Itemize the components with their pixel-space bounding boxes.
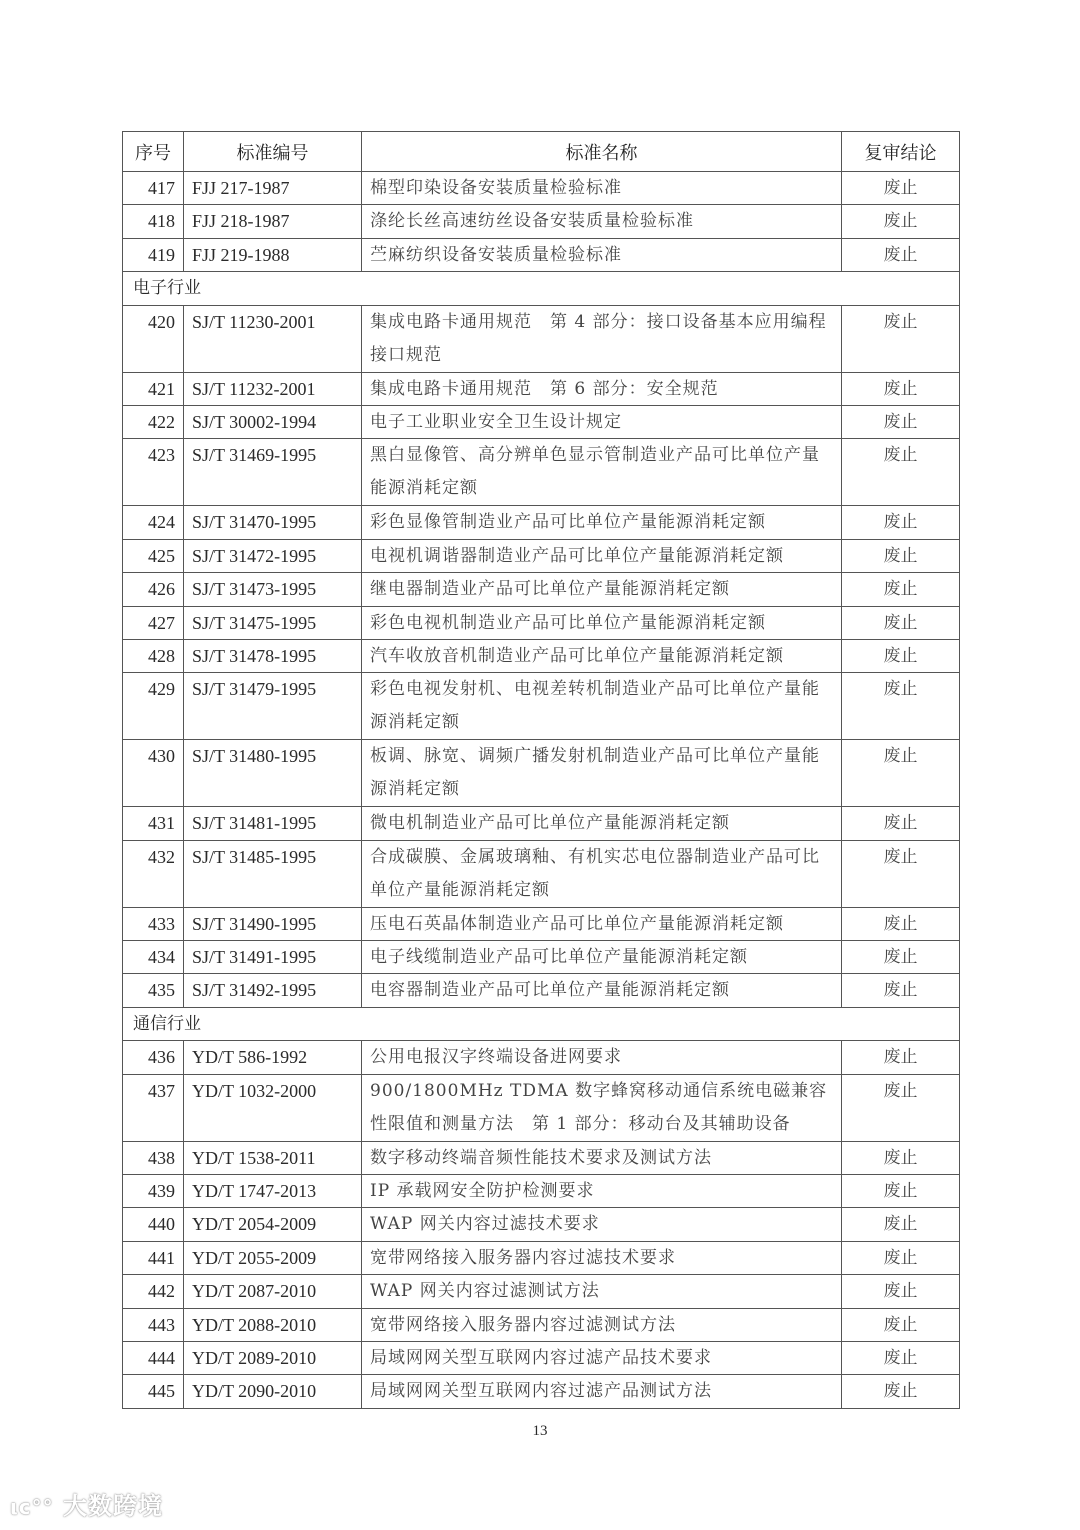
table-row bbox=[123, 1175, 960, 1208]
cell-number: 427 bbox=[123, 606, 184, 639]
cell-standard-code: YD/T 1032-2000 bbox=[184, 1074, 362, 1141]
header-no: 序号 bbox=[123, 132, 184, 172]
cell-review-result: 废止 bbox=[842, 1208, 960, 1241]
cell-number: 445 bbox=[123, 1375, 184, 1408]
cell-standard-code: SJ/T 31473-1995 bbox=[184, 573, 362, 606]
cell-standard-code: YD/T 1747-2013 bbox=[184, 1175, 362, 1208]
cell-standard-code: YD/T 586-1992 bbox=[184, 1041, 362, 1074]
cell-review-result: 废止 bbox=[842, 1141, 960, 1174]
cell-standard-code: SJ/T 31469-1995 bbox=[184, 439, 362, 506]
cell-standard-code: YD/T 2087-2010 bbox=[184, 1275, 362, 1308]
cell-number: 422 bbox=[123, 405, 184, 438]
cell-number: 441 bbox=[123, 1241, 184, 1274]
cell-number: 417 bbox=[123, 172, 184, 205]
cell-number: 423 bbox=[123, 439, 184, 506]
cell-standard-code: YD/T 2054-2009 bbox=[184, 1208, 362, 1241]
cell-standard-code: SJ/T 31492-1995 bbox=[184, 974, 362, 1007]
cell-standard-name: 彩色电视发射机、电视差转机制造业产品可比单位产量能源消耗定额 bbox=[362, 673, 842, 740]
table-row bbox=[123, 205, 960, 238]
cell-standard-name: 集成电路卡通用规范 第 6 部分：安全规范 bbox=[362, 372, 842, 405]
cell-number: 424 bbox=[123, 506, 184, 539]
cell-number: 431 bbox=[123, 807, 184, 840]
cell-standard-code: FJJ 219-1988 bbox=[184, 238, 362, 271]
cell-review-result: 废止 bbox=[842, 238, 960, 271]
table-row bbox=[123, 1074, 960, 1141]
cell-review-result: 废止 bbox=[842, 974, 960, 1007]
cell-standard-code: FJJ 217-1987 bbox=[184, 172, 362, 205]
table-row bbox=[123, 1375, 960, 1408]
table-row bbox=[123, 405, 960, 438]
cell-standard-code: YD/T 2089-2010 bbox=[184, 1341, 362, 1374]
cell-standard-code: SJ/T 31479-1995 bbox=[184, 673, 362, 740]
cell-review-result: 废止 bbox=[842, 1074, 960, 1141]
cell-review-result: 废止 bbox=[842, 673, 960, 740]
cell-review-result: 废止 bbox=[842, 1341, 960, 1374]
cell-standard-name: WAP 网关内容过滤技术要求 bbox=[362, 1208, 842, 1241]
section-label: 电子行业 bbox=[123, 272, 960, 305]
table-row bbox=[123, 1241, 960, 1274]
cell-review-result: 废止 bbox=[842, 205, 960, 238]
cell-number: 439 bbox=[123, 1175, 184, 1208]
table-row bbox=[123, 539, 960, 572]
cell-standard-name: IP 承载网安全防护检测要求 bbox=[362, 1175, 842, 1208]
table-row bbox=[123, 840, 960, 907]
cell-review-result: 废止 bbox=[842, 405, 960, 438]
cell-standard-code: SJ/T 31472-1995 bbox=[184, 539, 362, 572]
cell-standard-name: 棉型印染设备安装质量检验标准 bbox=[362, 172, 842, 205]
cell-standard-name: 汽车收放音机制造业产品可比单位产量能源消耗定额 bbox=[362, 639, 842, 672]
cell-review-result: 废止 bbox=[842, 1241, 960, 1274]
cell-standard-name: 电子工业职业安全卫生设计规定 bbox=[362, 405, 842, 438]
cell-number: 433 bbox=[123, 907, 184, 940]
cell-number: 419 bbox=[123, 238, 184, 271]
cell-number: 429 bbox=[123, 673, 184, 740]
table-row bbox=[123, 606, 960, 639]
table-row bbox=[123, 238, 960, 271]
cell-review-result: 废止 bbox=[842, 506, 960, 539]
cell-review-result: 废止 bbox=[842, 1375, 960, 1408]
cell-number: 444 bbox=[123, 1341, 184, 1374]
table-row bbox=[123, 305, 960, 372]
cell-standard-code: SJ/T 31475-1995 bbox=[184, 606, 362, 639]
cell-standard-name: 电容器制造业产品可比单位产量能源消耗定额 bbox=[362, 974, 842, 1007]
cell-standard-code: SJ/T 31480-1995 bbox=[184, 740, 362, 807]
cell-standard-code: SJ/T 31481-1995 bbox=[184, 807, 362, 840]
cell-review-result: 废止 bbox=[842, 1041, 960, 1074]
cell-review-result: 废止 bbox=[842, 807, 960, 840]
cell-standard-code: SJ/T 31490-1995 bbox=[184, 907, 362, 940]
cell-number: 434 bbox=[123, 941, 184, 974]
cell-standard-code: SJ/T 31478-1995 bbox=[184, 639, 362, 672]
cell-number: 418 bbox=[123, 205, 184, 238]
cell-standard-code: SJ/T 31485-1995 bbox=[184, 840, 362, 907]
cell-standard-name: 数字移动终端音频性能技术要求及测试方法 bbox=[362, 1141, 842, 1174]
cell-review-result: 废止 bbox=[842, 573, 960, 606]
cell-standard-code: SJ/T 30002-1994 bbox=[184, 405, 362, 438]
cell-number: 420 bbox=[123, 305, 184, 372]
cell-review-result: 废止 bbox=[842, 907, 960, 940]
header-name: 标准名称 bbox=[362, 132, 842, 172]
cell-standard-name: 合成碳膜、金属玻璃釉、有机实芯电位器制造业产品可比单位产量能源消耗定额 bbox=[362, 840, 842, 907]
cell-standard-name: 电视机调谐器制造业产品可比单位产量能源消耗定额 bbox=[362, 539, 842, 572]
cell-standard-name: 宽带网络接入服务器内容过滤技术要求 bbox=[362, 1241, 842, 1274]
cell-review-result: 废止 bbox=[842, 172, 960, 205]
header-result: 复审结论 bbox=[842, 132, 960, 172]
cell-review-result: 废止 bbox=[842, 1175, 960, 1208]
cell-review-result: 废止 bbox=[842, 1275, 960, 1308]
section-label: 通信行业 bbox=[123, 1007, 960, 1040]
cell-standard-name: 局域网网关型互联网内容过滤产品测试方法 bbox=[362, 1375, 842, 1408]
table-row bbox=[123, 1041, 960, 1074]
cell-standard-name: 900/1800MHz TDMA 数字蜂窝移动通信系统电磁兼容性限值和测量方法 第 1 部分：移动台及其辅助设备 bbox=[362, 1074, 842, 1141]
table-row bbox=[123, 1141, 960, 1174]
cell-standard-name: 压电石英晶体制造业产品可比单位产量能源消耗定额 bbox=[362, 907, 842, 940]
standards-table bbox=[122, 131, 960, 1409]
table-row bbox=[123, 506, 960, 539]
table-row bbox=[123, 907, 960, 940]
cell-standard-code: SJ/T 11230-2001 bbox=[184, 305, 362, 372]
cell-number: 432 bbox=[123, 840, 184, 907]
page-number: 13 bbox=[532, 1422, 548, 1439]
table-row bbox=[123, 807, 960, 840]
cell-number: 443 bbox=[123, 1308, 184, 1341]
table-row bbox=[123, 1341, 960, 1374]
section-row bbox=[123, 272, 960, 305]
cell-standard-name: 彩色电视机制造业产品可比单位产量能源消耗定额 bbox=[362, 606, 842, 639]
cell-review-result: 废止 bbox=[842, 305, 960, 372]
table-row bbox=[123, 639, 960, 672]
cell-number: 430 bbox=[123, 740, 184, 807]
cell-review-result: 废止 bbox=[842, 840, 960, 907]
cell-standard-code: YD/T 2088-2010 bbox=[184, 1308, 362, 1341]
cell-review-result: 废止 bbox=[842, 941, 960, 974]
cell-number: 435 bbox=[123, 974, 184, 1007]
cell-number: 442 bbox=[123, 1275, 184, 1308]
section-row bbox=[123, 1007, 960, 1040]
table-row bbox=[123, 372, 960, 405]
cell-standard-code: SJ/T 31470-1995 bbox=[184, 506, 362, 539]
cell-number: 425 bbox=[123, 539, 184, 572]
cell-standard-name: 彩色显像管制造业产品可比单位产量能源消耗定额 bbox=[362, 506, 842, 539]
table-row bbox=[123, 673, 960, 740]
cell-standard-code: FJJ 218-1987 bbox=[184, 205, 362, 238]
cell-review-result: 废止 bbox=[842, 372, 960, 405]
cell-standard-name: 局域网网关型互联网内容过滤产品技术要求 bbox=[362, 1341, 842, 1374]
cell-standard-name: 集成电路卡通用规范 第 4 部分：接口设备基本应用编程接口规范 bbox=[362, 305, 842, 372]
table-row bbox=[123, 974, 960, 1007]
cell-standard-code: SJ/T 31491-1995 bbox=[184, 941, 362, 974]
cell-standard-code: YD/T 1538-2011 bbox=[184, 1141, 362, 1174]
table-row bbox=[123, 1308, 960, 1341]
table-row bbox=[123, 439, 960, 506]
table-row bbox=[123, 941, 960, 974]
watermark-text: 大数跨境 bbox=[63, 1491, 164, 1520]
cell-standard-name: 公用电报汉字终端设备进网要求 bbox=[362, 1041, 842, 1074]
cell-standard-code: SJ/T 11232-2001 bbox=[184, 372, 362, 405]
cell-number: 440 bbox=[123, 1208, 184, 1241]
table-row bbox=[123, 172, 960, 205]
cell-review-result: 废止 bbox=[842, 439, 960, 506]
cell-standard-code: YD/T 2090-2010 bbox=[184, 1375, 362, 1408]
cell-number: 421 bbox=[123, 372, 184, 405]
cell-standard-name: 苎麻纺织设备安装质量检验标准 bbox=[362, 238, 842, 271]
table-row bbox=[123, 1275, 960, 1308]
cell-standard-name: 涤纶长丝高速纺丝设备安装质量检验标准 bbox=[362, 205, 842, 238]
table-header-row bbox=[123, 132, 960, 172]
cell-standard-name: 电子线缆制造业产品可比单位产量能源消耗定额 bbox=[362, 941, 842, 974]
table-row bbox=[123, 740, 960, 807]
cell-standard-name: WAP 网关内容过滤测试方法 bbox=[362, 1275, 842, 1308]
cell-number: 438 bbox=[123, 1141, 184, 1174]
header-code: 标准编号 bbox=[184, 132, 362, 172]
cell-number: 428 bbox=[123, 639, 184, 672]
watermark-logo: ιc°° 大数跨境 bbox=[10, 1491, 164, 1520]
table-row bbox=[123, 1208, 960, 1241]
cell-review-result: 废止 bbox=[842, 606, 960, 639]
cell-number: 437 bbox=[123, 1074, 184, 1141]
cell-review-result: 废止 bbox=[842, 639, 960, 672]
cell-review-result: 废止 bbox=[842, 539, 960, 572]
cell-standard-name: 黑白显像管、高分辨单色显示管制造业产品可比单位产量能源消耗定额 bbox=[362, 439, 842, 506]
cell-standard-name: 继电器制造业产品可比单位产量能源消耗定额 bbox=[362, 573, 842, 606]
table-row bbox=[123, 573, 960, 606]
cell-number: 436 bbox=[123, 1041, 184, 1074]
cell-standard-code: YD/T 2055-2009 bbox=[184, 1241, 362, 1274]
cell-review-result: 废止 bbox=[842, 740, 960, 807]
cell-standard-name: 宽带网络接入服务器内容过滤测试方法 bbox=[362, 1308, 842, 1341]
cell-number: 426 bbox=[123, 573, 184, 606]
cell-review-result: 废止 bbox=[842, 1308, 960, 1341]
cell-standard-name: 微电机制造业产品可比单位产量能源消耗定额 bbox=[362, 807, 842, 840]
cell-standard-name: 板调、脉宽、调频广播发射机制造业产品可比单位产量能源消耗定额 bbox=[362, 740, 842, 807]
